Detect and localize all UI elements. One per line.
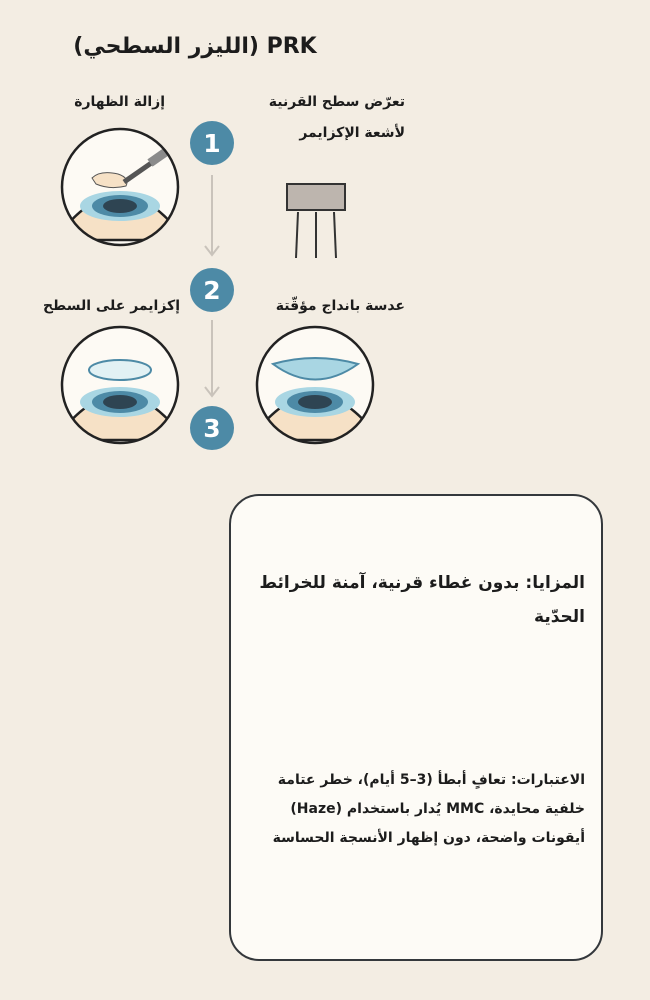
exposure-label-line1: تعرّض سطح القرنية bbox=[268, 94, 405, 110]
advantages-line: المزايا: بدون غطاء قرنية، آمنة للخرائط bbox=[259, 573, 585, 593]
considerations-line: الاعتبارات: تعافٍ أبطأ (3–5 أيام)، خطر عتامة bbox=[277, 772, 585, 788]
bandage-label: عدسة بانداج مؤقّتة bbox=[275, 298, 405, 314]
exposure-label-line2: لأشعة الإكزايمر bbox=[299, 125, 405, 141]
step1-number: 1 bbox=[203, 129, 221, 158]
step2-number: 2 bbox=[203, 276, 221, 305]
step1-label: إزالة الظهارة bbox=[74, 94, 165, 110]
step2-label: إكزايمر على السطح bbox=[42, 298, 180, 314]
info-card bbox=[229, 494, 603, 961]
advantages-line: الحدّية bbox=[534, 607, 585, 627]
step-badges bbox=[0, 0, 650, 480]
page-title: (الليزر السطحي) PRK bbox=[73, 34, 317, 59]
advantages-text bbox=[259, 566, 585, 634]
considerations-line: أيقونات واضحة، دون إظهار الأنسجة الحساسة bbox=[272, 830, 585, 846]
step3-number: 3 bbox=[203, 414, 221, 443]
considerations-line: خلفية محايدة، MMC يُدار باستخدام (Haze) bbox=[290, 801, 585, 817]
considerations-text bbox=[273, 766, 585, 853]
